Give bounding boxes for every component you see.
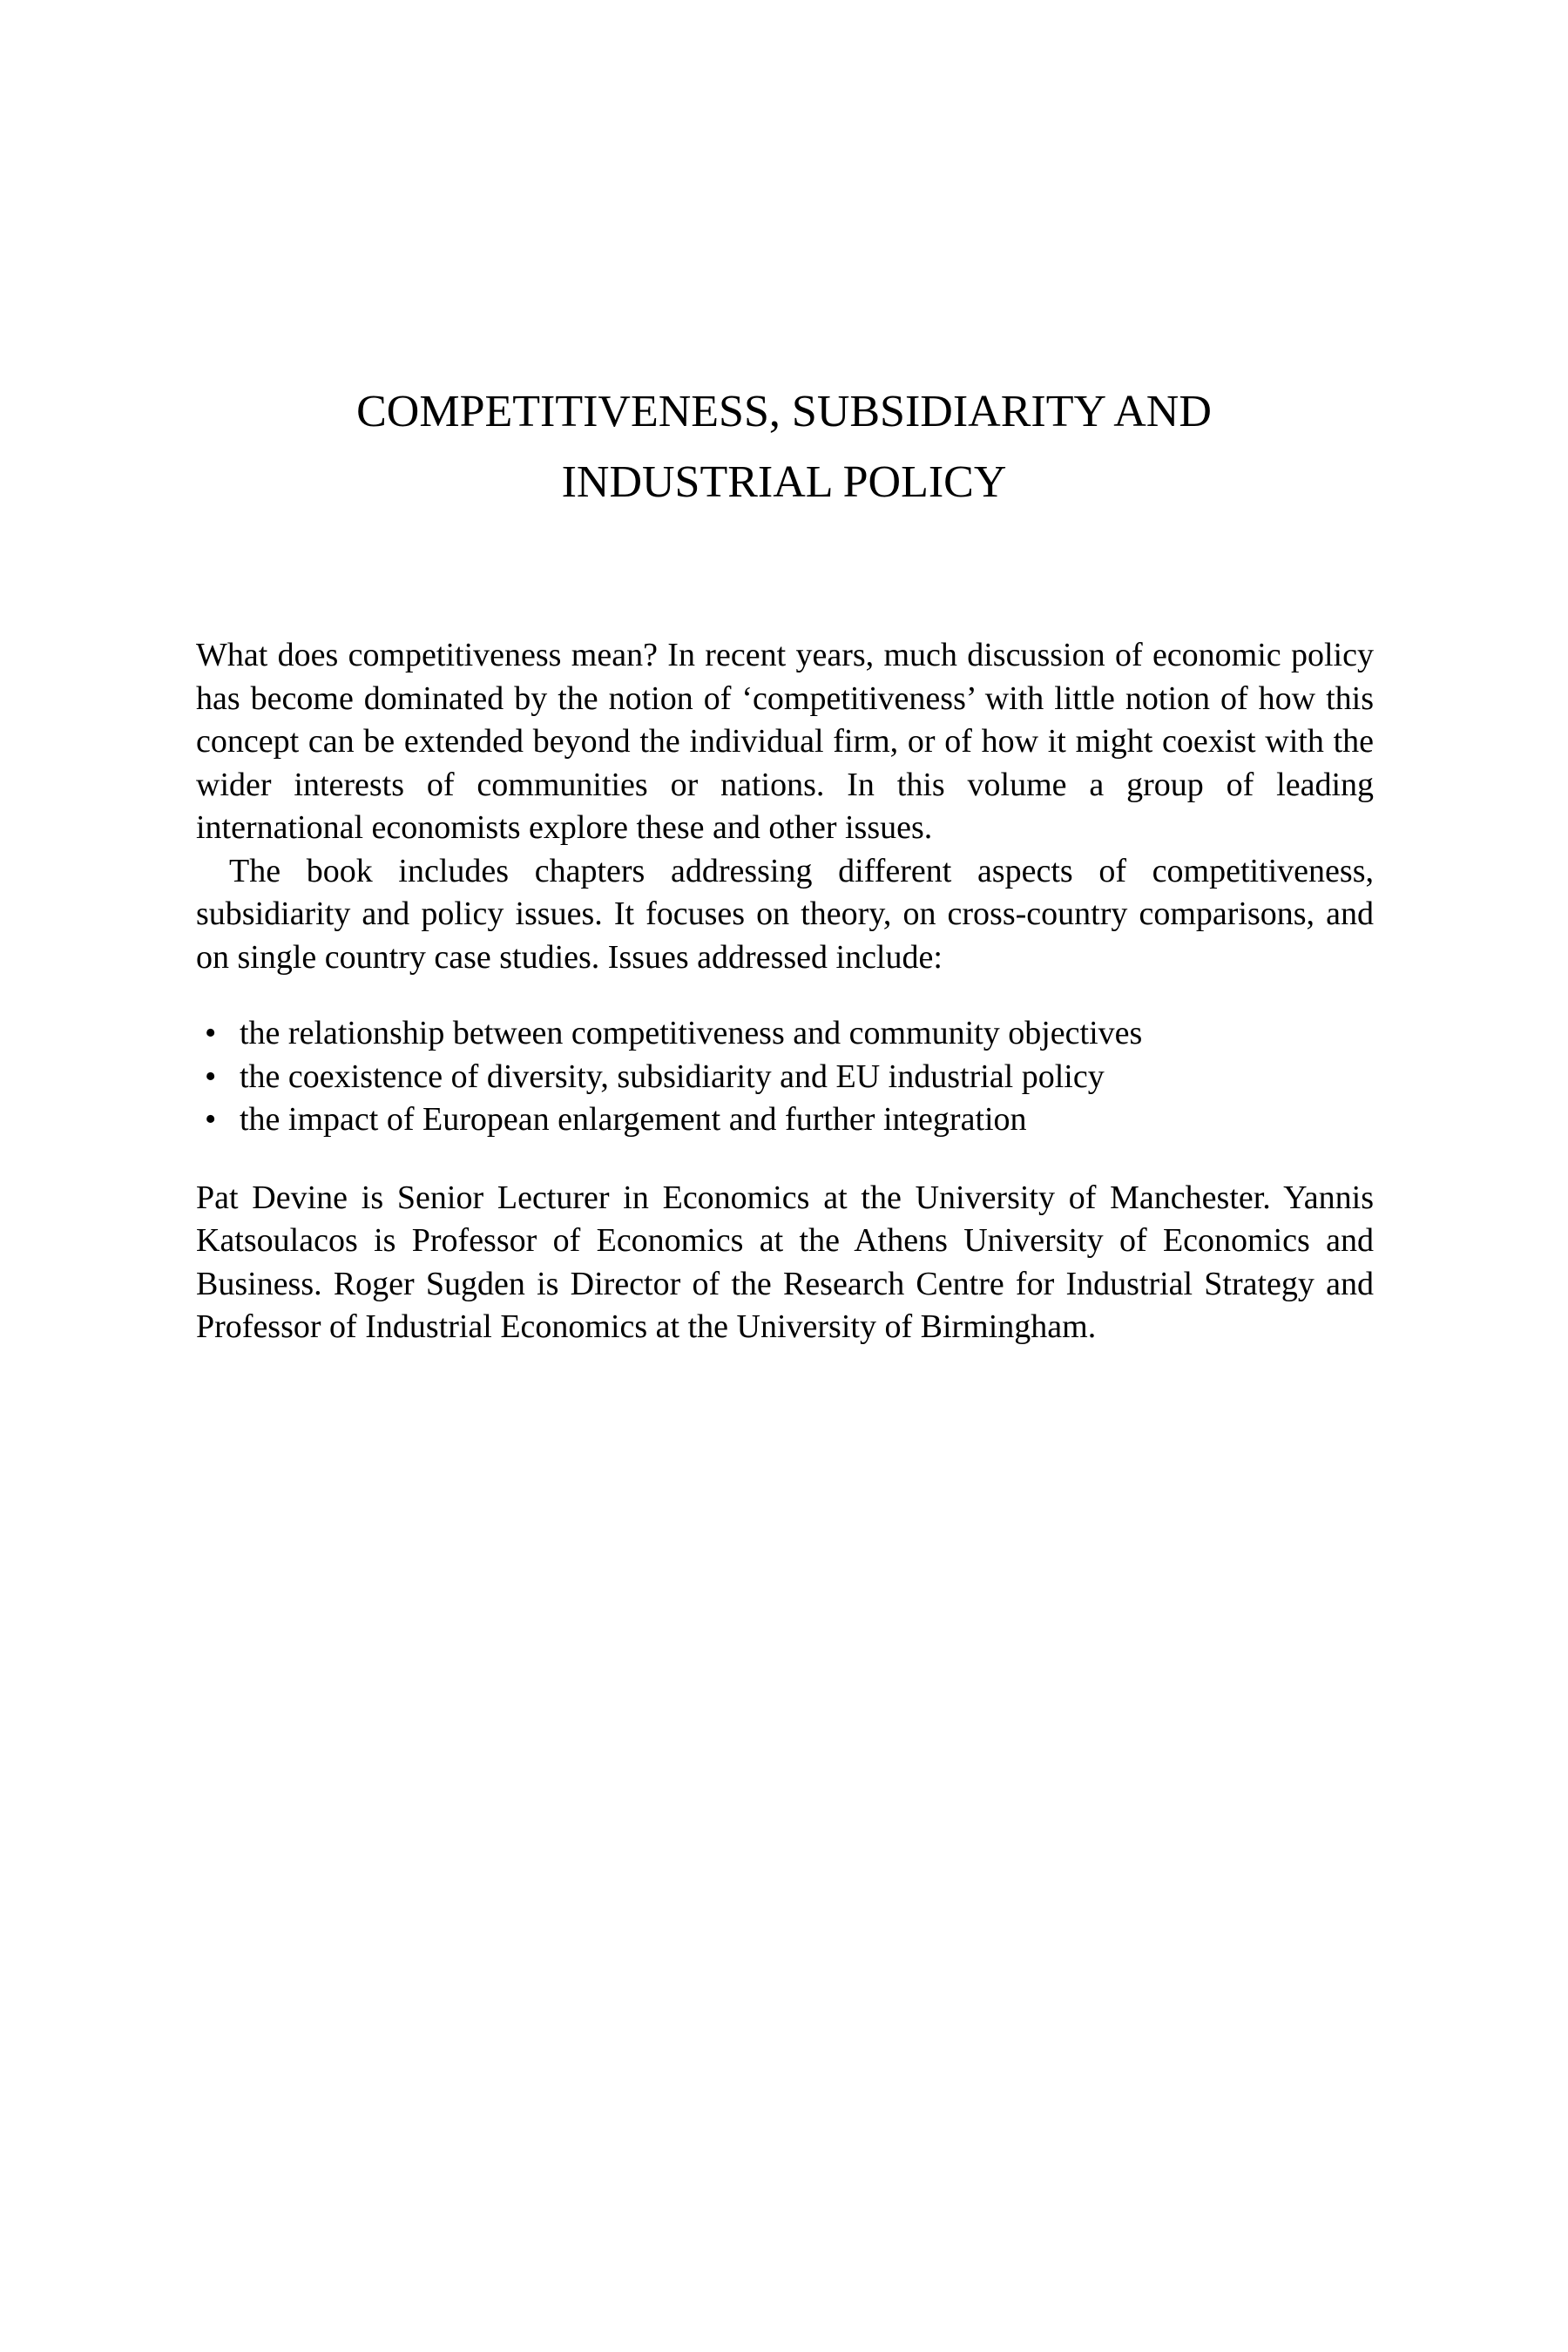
- title-line-1: COMPETITIVENESS, SUBSIDIARITY AND: [356, 387, 1212, 436]
- page-title: [0, 376, 1568, 517]
- list-item: • the impact of European enlargement and further integration: [196, 1098, 1374, 1142]
- list-item: • the relationship between competitiveness and community objectives: [196, 1012, 1374, 1056]
- contents-paragraph: The book includes chapters addressing different aspects of competitiveness, subsidiarity and policy issues. It focuses on theory, on cross-country comparisons, and on single country case studies. Issues addressed include:: [196, 852, 1374, 976]
- author-bio-paragraph: Pat Devine is Senior Lecturer in Economics at the University of Manchester. Yannis Katsoulacos is Professor of Economics at the Athens University of Economics and Business. Roger Sugden is Director of the Research Centre for Industrial Strategy and Professor of Industrial Economics at the University of Birmingham.: [196, 1179, 1374, 1345]
- intro-paragraph: What does competitiveness mean? In recent years, much discussion of economic policy has become dominated by the notion of ‘competitiveness’ with little notion of how this concept can be extended beyond the individual firm, or of how it might coexist with the wider interests of communities or nations. In this volume a group of leading international economists explore these and other issues.: [196, 637, 1374, 846]
- book-description: [196, 634, 1374, 1349]
- list-item: • the coexistence of diversity, subsidiarity and EU industrial policy: [196, 1056, 1374, 1099]
- issues-list: [196, 1012, 1374, 1142]
- title-line-2: INDUSTRIAL POLICY: [561, 457, 1007, 507]
